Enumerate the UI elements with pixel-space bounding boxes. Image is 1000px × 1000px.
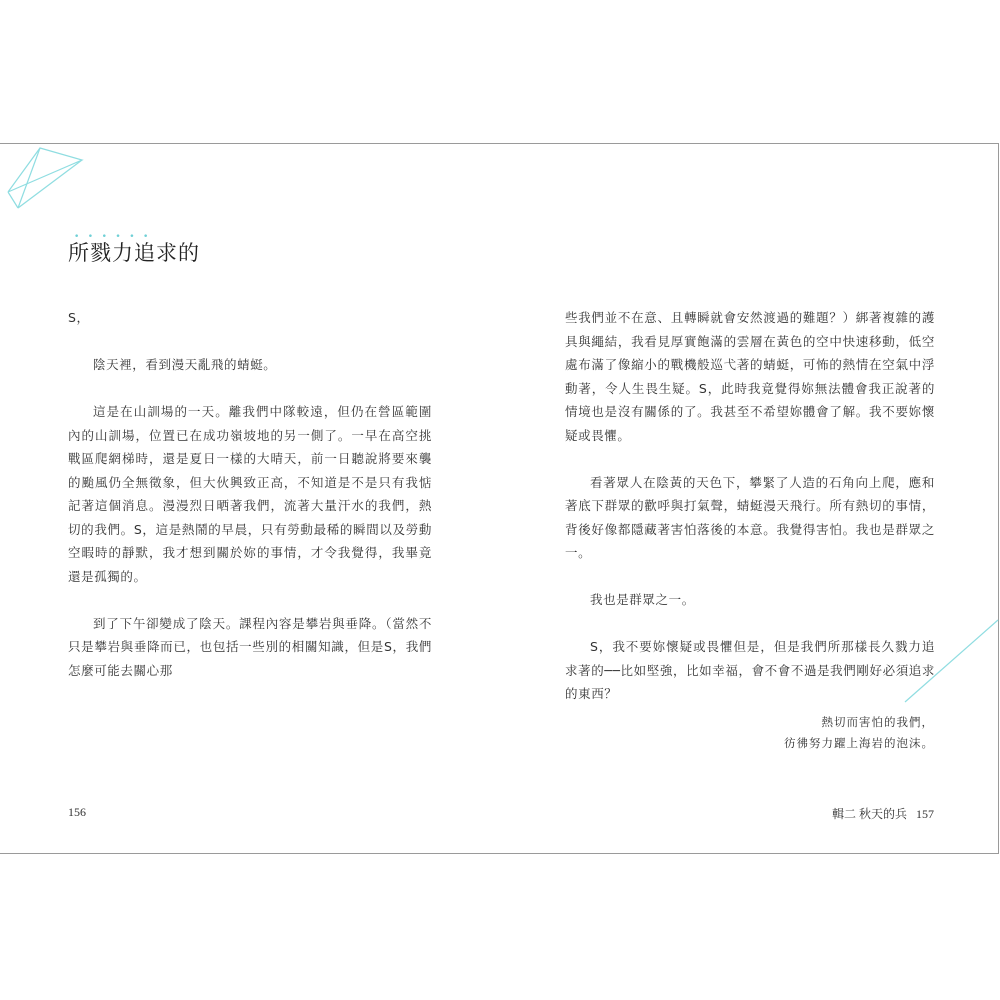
running-footer-right	[826, 805, 934, 822]
paragraph: 這是在山訓場的一天。離我們中隊較遠，但仍在營區範圍內的山訓場，位置已在成功嶺坡地的另一側了。一早在高空挑戰區爬網梯時，還是夏日一樣的大晴天，前一日聽說將要來襲的颱風仍全無徵象，但大伙興致正高，不知道是不是只有我惦記著這個消息。漫漫烈日晒著我們，流著大量汗水的我們，熱切的我們。S，這是熱鬧的早晨，只有勞動最稀的瞬間以及勞動空暇時的靜默，我才想到關於妳的事情，才令我覺得，我畢竟還是孤獨的。	[68, 404, 432, 584]
paragraph: 些我們並不在意、且轉瞬就會安然渡過的難題？）綁著複雜的護具與繩結，我看見厚實飽滿的雲層在黃色的空中快速移動，低空處布滿了像縮小的戰機般巡弋著的蜻蜓，可怖的熱情在空氣中浮動著，令人生畏生疑。S，此時我竟覺得妳無法體會我正說著的情境也是沒有關係的了。我甚至不希望妳體會了解。我不要妳懷疑或畏懼。	[565, 310, 935, 443]
paragraph: 陰天裡，看到漫天亂飛的蜻蜓。	[93, 357, 277, 372]
paragraph: 到了下午卻變成了陰天。課程內容是攀岩與垂降。（當然不只是攀岩與垂降而已，也包括一些別的相關知識，但是S，我們怎麼可能去關心那	[68, 615, 432, 678]
paragraph: 我也是群眾之一。	[590, 592, 695, 607]
side-quote	[784, 712, 934, 754]
side-quote-line: 彷彿努力躍上海岩的泡沫。	[784, 736, 934, 750]
side-quote-line: 熱切而害怕的我們，	[821, 715, 934, 729]
left-page-body	[68, 306, 432, 682]
running-head: 輯二 秋天的兵	[831, 807, 907, 821]
right-page-body	[565, 306, 935, 706]
paragraph: 看著眾人在陰黃的天色下，攀緊了人造的石角向上爬，應和著底下群眾的歡呼與打氣聲，蜻蜓漫天飛行。所有熱切的事情，背後好像都隱藏著害怕落後的本意。我覺得害怕。我也是群眾之一。	[565, 474, 935, 560]
title-dots: ••••••	[74, 232, 157, 242]
paragraph: S，我不要妳懷疑或畏懼但是，但是我們所那樣長久戮力追求著的──比如堅強，比如幸福，會不會不過是我們剛好必須追求的東西？	[565, 639, 935, 701]
chapter-title: 所戮力追求的	[68, 241, 200, 265]
page-number-right: 157	[916, 807, 934, 821]
paragraph: S，	[68, 310, 90, 325]
page-number-left: 156	[68, 805, 86, 819]
